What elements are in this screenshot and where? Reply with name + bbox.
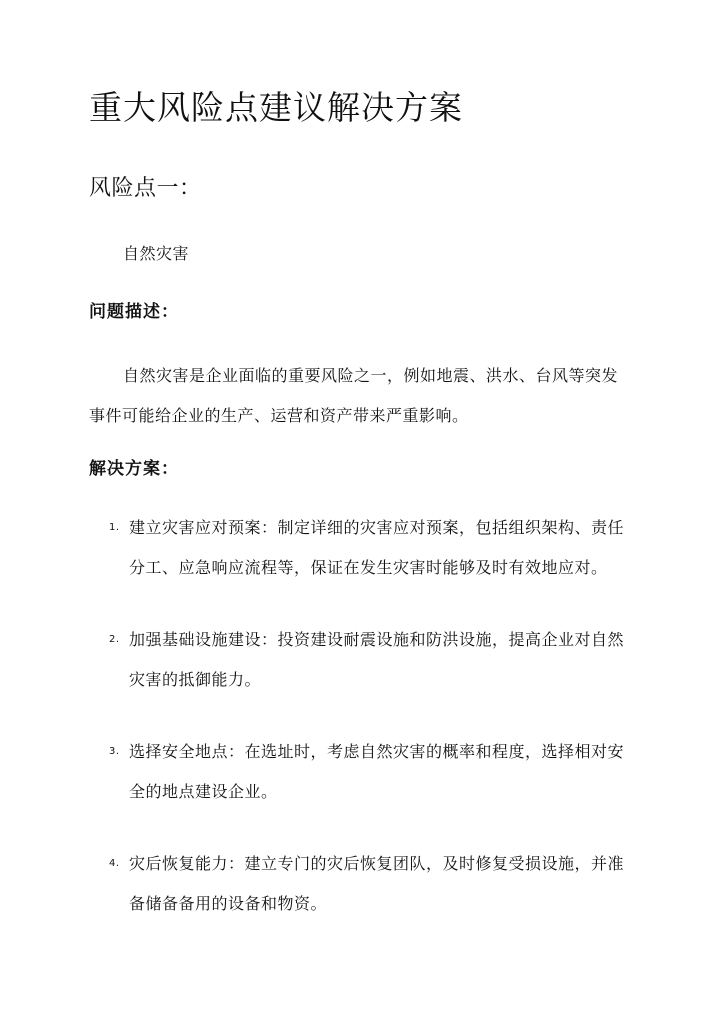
solution-list: [89, 508, 634, 924]
risk-name: 自然灾害: [123, 244, 190, 263]
solution-number: 1.: [109, 522, 120, 533]
solution-item: [89, 844, 634, 924]
solution-number: 2.: [109, 634, 120, 645]
document-title: 重大风险点建议解决方案: [89, 88, 463, 127]
risk-section-title: 风险点一：: [89, 176, 202, 201]
solution-item: [89, 732, 634, 812]
solution-number: 4.: [109, 858, 120, 869]
solution-text: 灾后恢复能力：建立专门的灾后恢复团队，及时修复受损设施，并准备储备备用的设备和物资。: [129, 854, 625, 913]
problem-description-text: 自然灾害是企业面临的重要风险之一，例如地震、洪水、台风等突发事件可能给企业的生产、运营和资产带来严重影响。: [89, 366, 619, 425]
solution-text: 加强基础设施建设：投资建设耐震设施和防洪设施，提高企业对自然灾害的抵御能力。: [129, 630, 625, 689]
solution-item: [89, 508, 634, 588]
problem-description-label: 问题描述：: [89, 302, 179, 322]
solution-number: 3.: [109, 746, 120, 757]
solution-text: 选择安全地点：在选址时，考虑自然灾害的概率和程度，选择相对安全的地点建设企业。: [129, 742, 625, 801]
solution-label: 解决方案：: [89, 459, 179, 479]
solution-item: [89, 620, 634, 700]
solution-text: 建立灾害应对预案：制定详细的灾害应对预案，包括组织架构、责任分工、应急响应流程等，保证在发生灾害时能够及时有效地应对。: [129, 518, 625, 577]
